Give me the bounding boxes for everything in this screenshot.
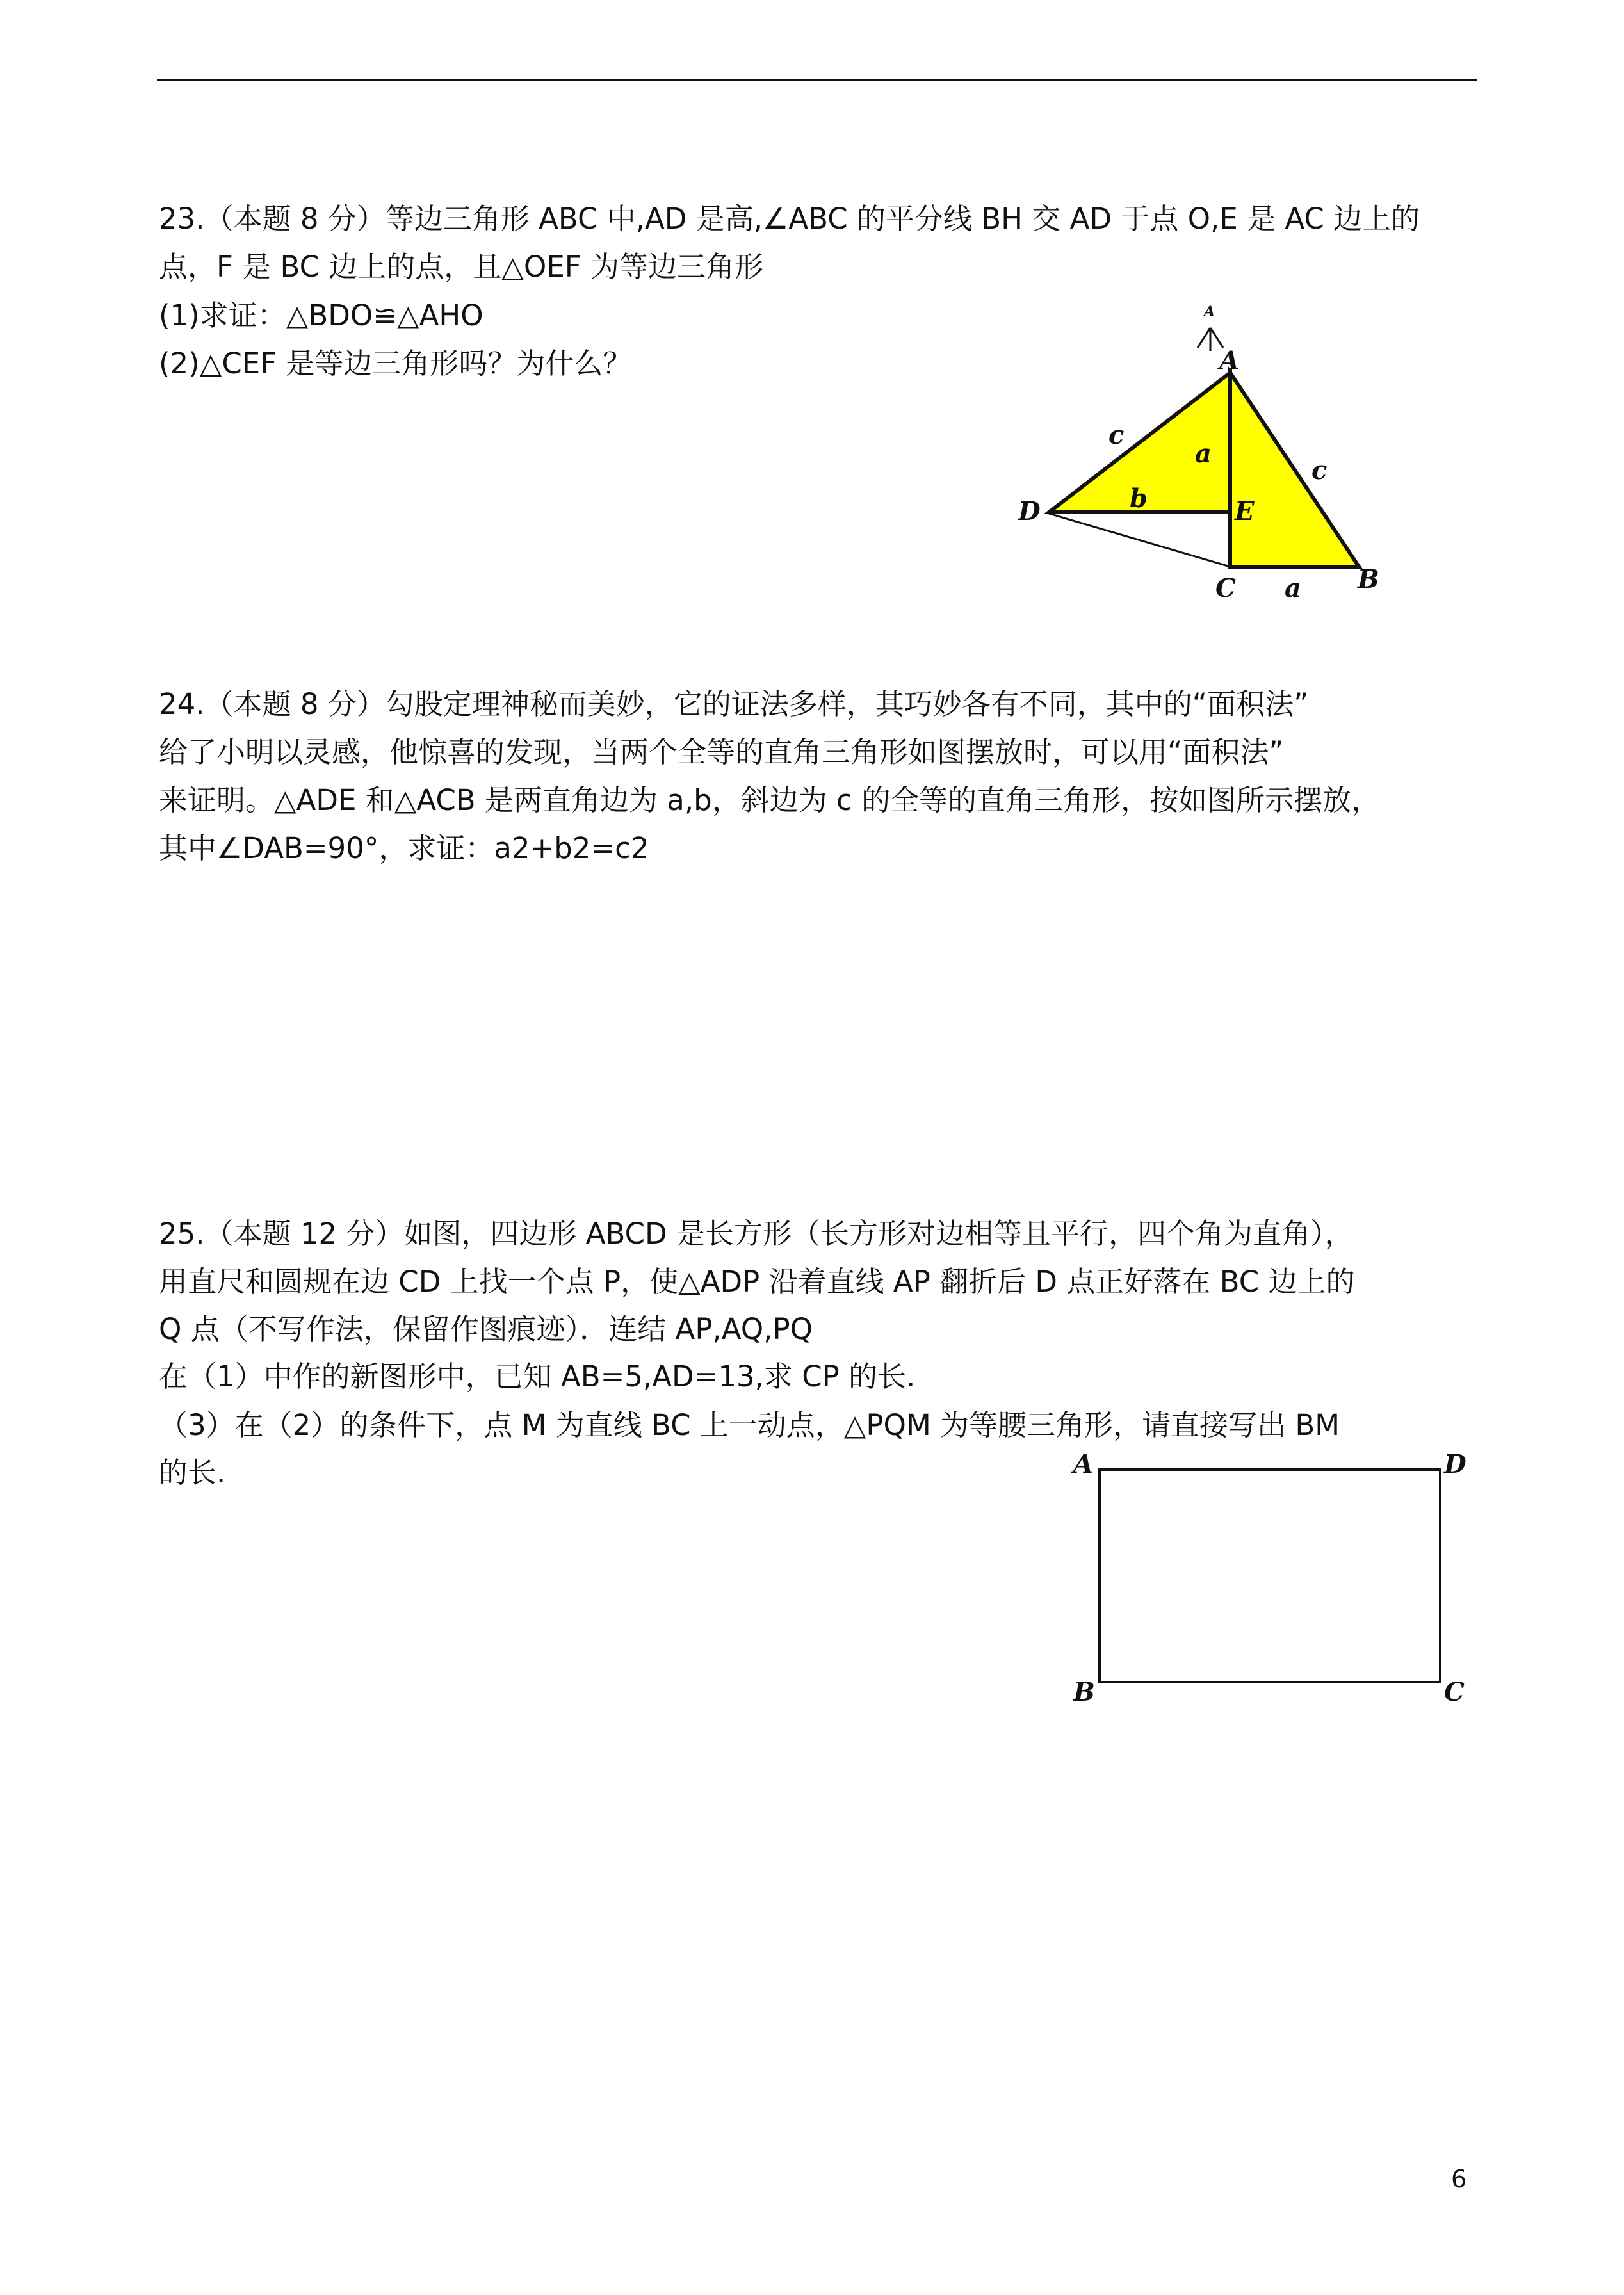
label-d: D bbox=[1018, 496, 1041, 526]
label-side-b: b bbox=[1130, 483, 1148, 514]
marker-left bbox=[1198, 328, 1210, 348]
rectangle-abcd bbox=[1100, 1470, 1440, 1682]
rect-label-b: B bbox=[1073, 1677, 1095, 1707]
q23-line-1: 23.（本题 8 分）等边三角形 ABC 中,AD 是高,∠ABC 的平分线 BH 交 AD 于点 O,E 是 AC 边上的 bbox=[159, 202, 1420, 236]
label-side-c-left: c bbox=[1108, 420, 1125, 450]
q23-part-2: (2)△CEF 是等边三角形吗？为什么？ bbox=[159, 346, 632, 380]
label-a: A bbox=[1219, 346, 1240, 376]
q24-line-2: 给了小明以灵感，他惊喜的发现，当两个全等的直角三角形如图摆放时，可以用“面积法” bbox=[159, 735, 1284, 769]
segment-dc bbox=[1049, 514, 1230, 567]
rect-label-d: D bbox=[1444, 1449, 1466, 1479]
label-side-c-right: c bbox=[1311, 455, 1328, 485]
q24-line-4: 其中∠DAB=90°，求证：a2+b2=c2 bbox=[159, 831, 649, 865]
rect-label-a: A bbox=[1073, 1449, 1094, 1479]
triangle-figure bbox=[1012, 295, 1409, 615]
q24-line-1: 24.（本题 8 分）勾股定理神秘而美妙，它的证法多样，其巧妙各有不同，其中的“面积法” bbox=[159, 687, 1309, 721]
label-e: E bbox=[1235, 496, 1255, 526]
header-rule bbox=[157, 79, 1477, 81]
q24-line-3: 来证明。△ADE 和△ACB 是两直角边为 a,b，斜边为 c 的全等的直角三角形，按如图所示摆放， bbox=[159, 783, 1381, 817]
marker-right bbox=[1210, 328, 1223, 348]
q25-line-6: 的长. bbox=[159, 1456, 226, 1489]
q25-line-5: （3）在（2）的条件下，点 M 为直线 BC 上一动点，△PQM 为等腰三角形，请直接写出 BM bbox=[159, 1408, 1340, 1442]
label-c: C bbox=[1215, 573, 1236, 603]
rect-label-c: C bbox=[1444, 1677, 1465, 1707]
label-side-a-vertical: a bbox=[1195, 439, 1212, 469]
q23-line-2: 点，F 是 BC 边上的点，且△OEF 为等边三角形 bbox=[159, 250, 763, 284]
q25-line-3: Q 点（不写作法，保留作图痕迹）．连结 AP,AQ,PQ bbox=[159, 1312, 813, 1346]
label-a-small: A bbox=[1204, 304, 1215, 320]
triangle-acb bbox=[1230, 373, 1359, 567]
q25-line-2: 用直尺和圆规在边 CD 上找一个点 P，使△ADP 沿着直线 AP 翻折后 D 点正好落在 BC 边上的 bbox=[159, 1265, 1355, 1299]
q23-part-1: (1)求证：△BDO≌△AHO bbox=[159, 298, 483, 332]
q25-line-4: 在（1）中作的新图形中，已知 AB=5,AD=13,求 CP 的长. bbox=[159, 1359, 916, 1393]
label-b: B bbox=[1358, 564, 1379, 594]
page-number: 6 bbox=[1451, 2165, 1467, 2193]
label-side-a-bottom: a bbox=[1285, 573, 1301, 603]
q25-line-1: 25.（本题 12 分）如图，四边形 ABCD 是长方形（长方形对边相等且平行，四个角为直角）， bbox=[159, 1217, 1354, 1251]
rectangle-figure bbox=[1057, 1434, 1479, 1710]
